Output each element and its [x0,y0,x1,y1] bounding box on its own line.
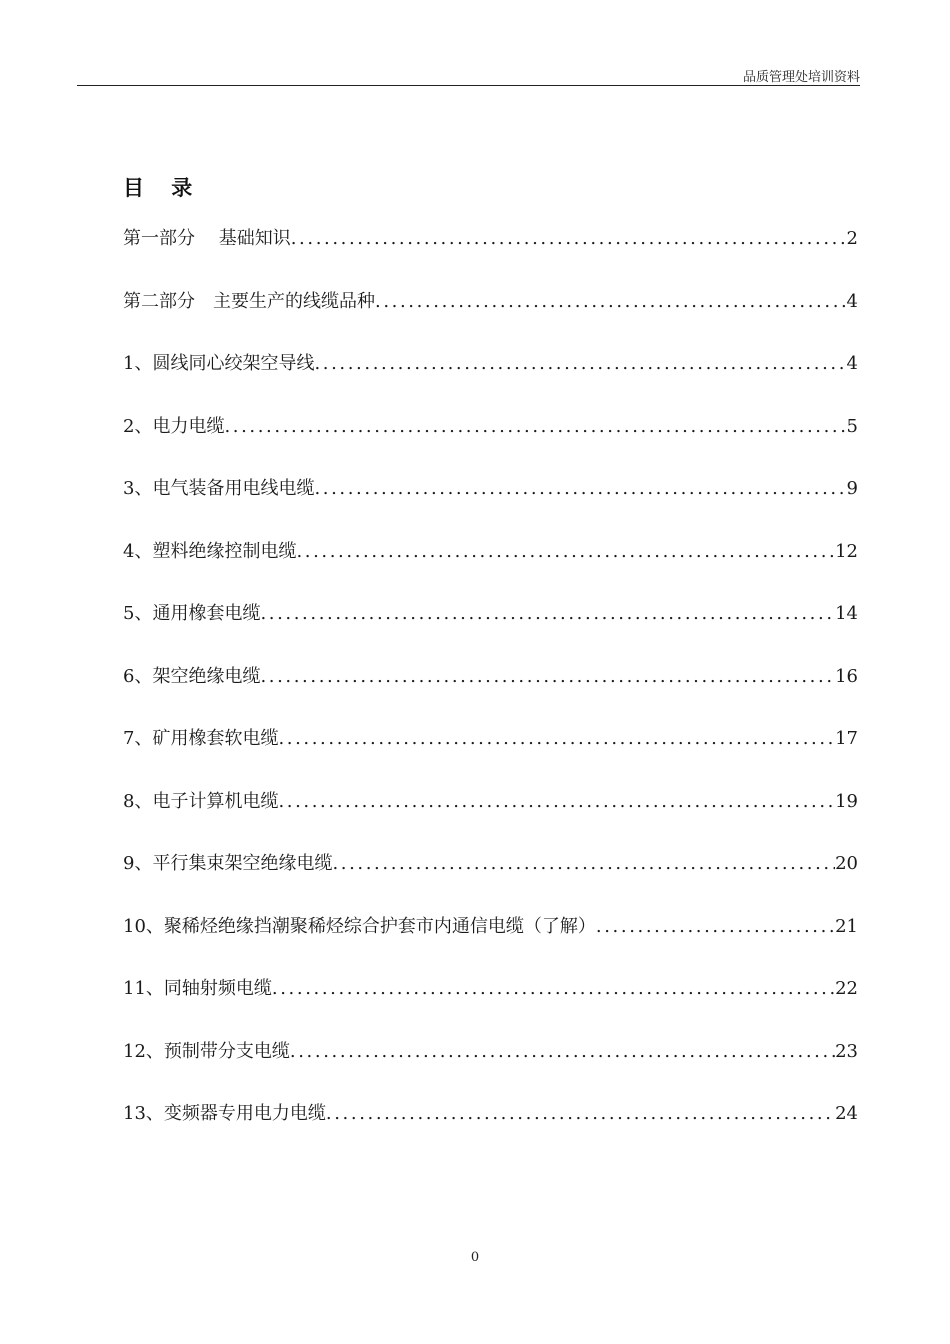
toc-entry-page: 23 [835,1040,858,1062]
toc-entry-label: 7、矿用橡套软电缆 [123,728,279,749]
dot-leader [291,225,847,253]
toc-entry[interactable] [123,288,858,351]
toc-entry[interactable] [123,975,858,1038]
toc-entry-label: 13、变频器专用电力电缆 [123,1103,326,1124]
dot-leader [224,413,846,441]
toc-entry-label: 5、通用橡套电缆 [123,603,261,624]
dot-leader [260,600,835,628]
toc-entry[interactable] [123,788,858,851]
toc-entry-page: 9 [846,478,858,499]
toc-entry-label: 11、同轴射频电缆 [123,978,272,999]
toc-entry[interactable] [123,225,858,288]
toc-entry[interactable] [123,600,858,663]
toc-entry-label: 9、平行集束架空绝缘电缆 [123,853,333,874]
toc-entry-label: 2、电力电缆 [123,415,225,437]
toc-entry[interactable] [123,413,858,476]
toc-entry-page: 12 [835,540,858,562]
dot-leader [314,350,846,378]
dot-leader [332,850,835,878]
toc-entry-page: 17 [835,728,858,749]
toc-entry[interactable] [123,1100,858,1163]
toc-entry-page: 5 [846,415,858,437]
toc-entry-label: 10、聚稀烃绝缘挡潮聚稀烃综合护套市内通信电缆（了解） [123,915,596,937]
toc-entry-page: 14 [835,603,858,624]
toc-entry-page: 2 [846,228,858,249]
toc-entry-page: 4 [846,353,858,374]
toc-entry-label: 3、电气装备用电线电缆 [123,478,315,499]
dot-leader [278,788,835,816]
toc-entry[interactable] [123,350,858,413]
running-header: 品质管理处培训资料 [742,70,860,85]
table-of-contents [123,225,858,1163]
toc-entry-label: 6、架空绝缘电缆 [123,665,261,687]
toc-entry-label: 1、圆线同心绞架空导线 [123,353,315,374]
toc-entry[interactable] [123,725,858,788]
toc-entry[interactable] [123,538,858,601]
dot-leader [272,975,835,1003]
toc-entry-label: 8、电子计算机电缆 [123,790,279,812]
dot-leader [314,475,846,503]
toc-entry[interactable] [123,475,858,538]
toc-entry-page: 19 [835,790,858,812]
toc-entry-label: 第一部分 基础知识 [123,228,291,249]
toc-entry-label: 4、塑料绝缘控制电缆 [123,540,297,562]
toc-title: 目 录 [123,176,203,200]
toc-entry[interactable] [123,663,858,726]
toc-entry-page: 16 [835,665,858,687]
toc-entry[interactable] [123,850,858,913]
page-number: 0 [470,1250,480,1265]
toc-entry-page: 4 [846,290,858,312]
header-divider [77,85,860,86]
toc-entry-page: 20 [835,853,858,874]
toc-entry-page: 21 [835,915,858,937]
toc-entry-label: 12、预制带分支电缆 [123,1040,290,1062]
toc-entry-page: 24 [835,1103,858,1124]
toc-entry-label: 第二部分 主要生产的线缆品种 [123,290,375,312]
dot-leader [260,663,835,691]
toc-entry[interactable] [123,913,858,976]
dot-leader [326,1100,835,1128]
dot-leader [290,1038,835,1066]
toc-entry[interactable] [123,1038,858,1101]
toc-entry-page: 22 [835,978,858,999]
dot-leader [296,538,835,566]
dot-leader [596,913,835,941]
dot-leader [278,725,835,753]
dot-leader [375,288,847,316]
